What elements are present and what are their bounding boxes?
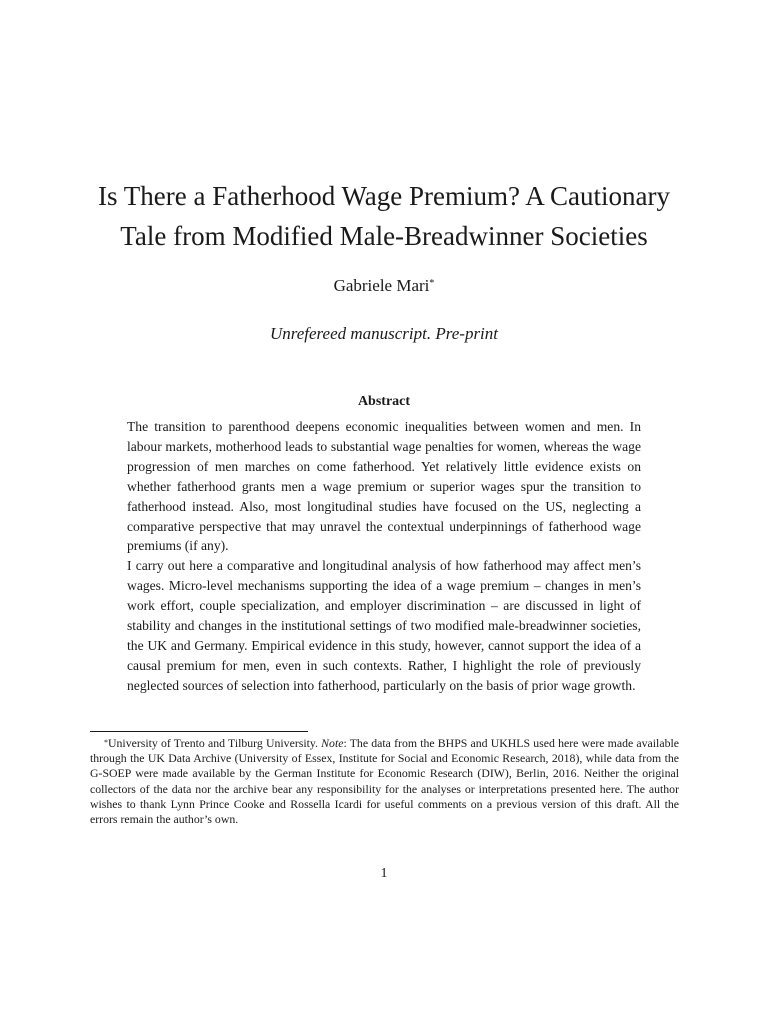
abstract-paragraph-2: I carry out here a comparative and longitudinal analysis of how fatherhood may affect men’s wages. Micro-level mechanisms supporting the idea of a wage premium – changes in men’s work effort, couple specialization, and employer discrimination – are discussed in light of stability and changes in the institutional settings of two modified male-breadwinner societies, the UK and Germany. Empirical evidence in this study, however, cannot support the idea of a causal premium for men, even in such contexts. Rather, I highlight the role of previously neglected sources of selection into fatherhood, particularly on the basis of prior wage growth. bbox=[127, 558, 641, 693]
paper-title-line-1: Is There a Fatherhood Wage Premium? A Cautionary bbox=[98, 181, 670, 211]
abstract-heading: Abstract bbox=[357, 394, 411, 409]
author-line bbox=[0, 275, 768, 297]
footnote-text: : The data from the BHPS and UKHLS used here were made available through the UK Data Archive (University of Essex, Institute for Social and Economic Research, 2018), while data from the G-SOEP were made available by the German Institute for Economic Research (DIW), Berlin, 2016. Neither the original collectors of the data nor the archive bear any responsibility for the analyses or interpretations presented here. The author wishes to thank Lynn Prince Cooke and Rossella Icardi for useful comments on a previous version of this draft. All the errors remain the author’s own. bbox=[90, 736, 679, 827]
footnote-affiliation: University of Trento and Tilburg University. bbox=[108, 736, 322, 750]
footnote-divider bbox=[90, 731, 308, 732]
page-number: 1 bbox=[380, 866, 388, 881]
footnote bbox=[90, 736, 679, 827]
paper-title bbox=[60, 176, 708, 256]
abstract-paragraph-1: The transition to parenthood deepens economic inequalities between women and men. In labour markets, motherhood leads to substantial wage penalties for women, whereas the wage progression of men marches on come fatherhood. Yet relatively little evidence exists on whether fatherhood grants men a wage premium or superior wages spur the transition to fatherhood instead. Also, most longitudinal studies have focused on the US, neglecting a comparative perspective that may unravel the contextual underpinnings of fatherhood wage premiums (if any). bbox=[127, 419, 641, 554]
manuscript-status: Unrefereed manuscript. Pre-print bbox=[269, 324, 499, 343]
abstract-body bbox=[127, 417, 641, 696]
author-footnote-mark[interactable]: * bbox=[429, 278, 435, 289]
paper-title-line-2: Tale from Modified Male-Breadwinner Societies bbox=[120, 221, 648, 251]
footnote-mark: * bbox=[104, 738, 108, 747]
footnote-note-label: Note bbox=[321, 736, 344, 750]
author-name: Gabriele Mari bbox=[333, 276, 430, 295]
